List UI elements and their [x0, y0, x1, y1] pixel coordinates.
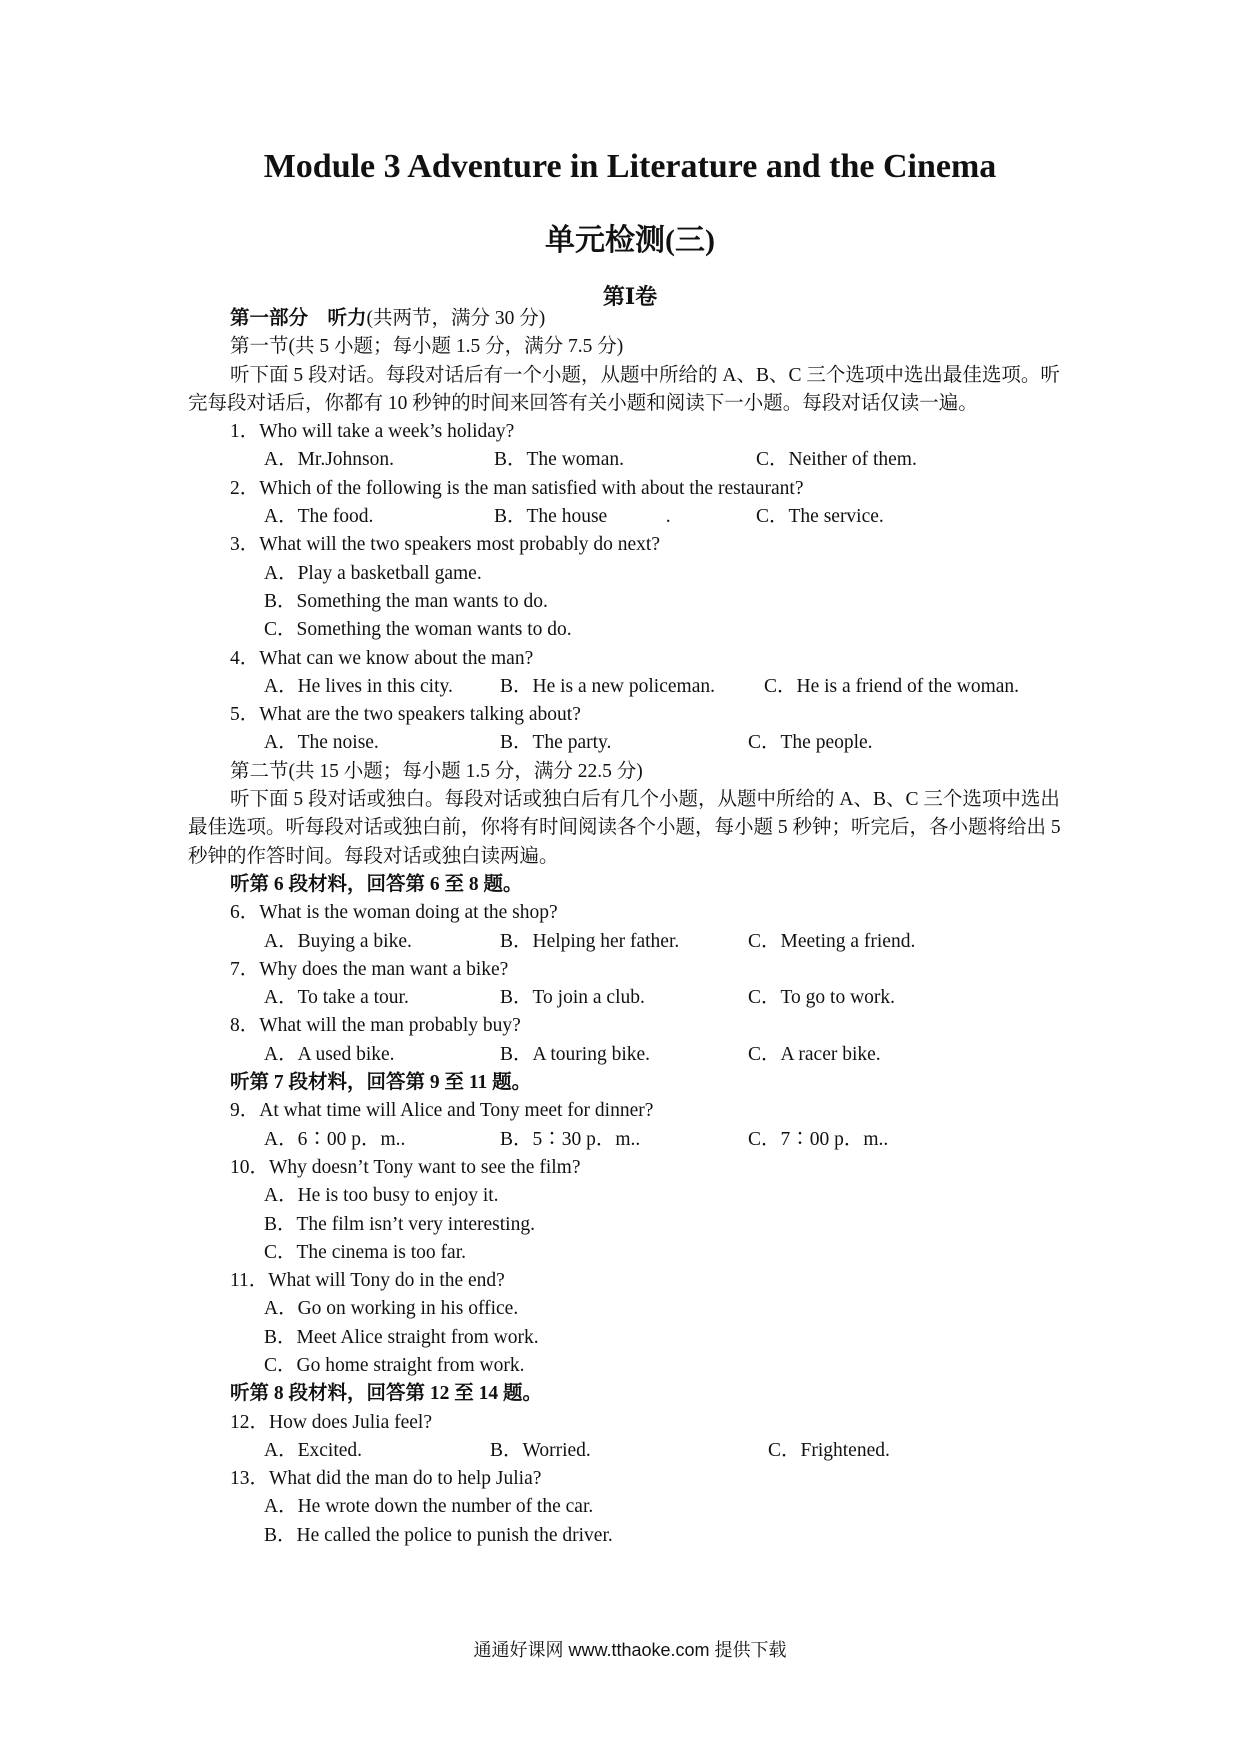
- option-8c: C．A racer bike.: [748, 1043, 881, 1065]
- option-12c: C．Frightened.: [768, 1439, 890, 1461]
- question-6: 6．What is the woman doing at the shop?: [230, 902, 558, 924]
- page-subtitle: 单元检测(三): [545, 224, 715, 257]
- option-1a: A．Mr.Johnson.: [264, 449, 395, 471]
- option-2a: A．The food.: [264, 506, 374, 528]
- material-8-heading: 听第 8 段材料，回答第 12 至 14 题。: [230, 1383, 543, 1405]
- option-13b: B．He called the police to punish the driver.: [264, 1524, 613, 1546]
- question-3: 3．What will the two speakers most probably do next?: [230, 534, 660, 556]
- option-13a: A．He wrote down the number of the car.: [264, 1496, 594, 1518]
- option-4a: A．He lives in this city.: [264, 675, 453, 697]
- option-5a: A．The noise.: [264, 732, 379, 754]
- options-9: [188, 1126, 1068, 1154]
- option-11c: C．Go home straight from work.: [264, 1354, 525, 1376]
- option-10b: B．The film isn’t very interesting.: [264, 1213, 535, 1235]
- option-5c: C．The people.: [748, 732, 873, 754]
- part1-heading-bold: 第一部分 听力: [230, 308, 367, 329]
- material-6-heading: 听第 6 段材料，回答第 6 至 8 题。: [230, 873, 523, 895]
- options-2: [188, 503, 1068, 531]
- options-6: [188, 928, 1068, 956]
- option-8a: A．A used bike.: [264, 1043, 395, 1065]
- option-4b: B．He is a new policeman.: [500, 675, 715, 697]
- options-12: [188, 1437, 1068, 1465]
- material-7-heading: 听第 7 段材料，回答第 9 至 11 题。: [230, 1072, 532, 1094]
- option-12b: B．Worried.: [490, 1439, 591, 1461]
- question-5: 5．What are the two speakers talking about?: [230, 704, 581, 726]
- section1-heading: 第一节(共 5 小题；每小题 1.5 分，满分 7.5 分): [230, 336, 624, 358]
- option-9c: C．7∶00 p．m..: [748, 1128, 889, 1150]
- question-7: 7．Why does the man want a bike?: [230, 958, 509, 980]
- options-5: [188, 729, 1068, 757]
- option-2c: C．The service.: [756, 506, 884, 528]
- option-9b: B．5∶30 p．m..: [500, 1128, 641, 1150]
- section1-instructions: 听下面 5 段对话。每段对话后有一个小题，从题中所给的 A、B、C 三个选项中选出最佳选项。听完每段对话后，你都有 10 秒钟的时间来回答有关小题和阅读下一小题。每段对话仅读一遍。: [188, 364, 1060, 414]
- option-4c: C．He is a friend of the woman.: [764, 675, 1020, 697]
- question-4: 4．What can we know about the man?: [230, 647, 534, 669]
- part1-heading: [188, 305, 1068, 333]
- option-3a: A．Play a basketball game.: [264, 562, 482, 584]
- page-footer: 通通好课网 www.tthaoke.com 提供下载: [473, 1640, 787, 1660]
- option-3c: C．Something the woman wants to do.: [264, 619, 572, 641]
- option-1b: B．The woman.: [494, 449, 624, 471]
- option-8b: B．A touring bike.: [500, 1043, 651, 1065]
- option-5b: B．The party.: [500, 732, 612, 754]
- part1-heading-rest: (共两节，满分 30 分): [366, 308, 546, 329]
- question-9: 9．At what time will Alice and Tony meet for dinner?: [230, 1100, 654, 1122]
- option-10c: C．The cinema is too far.: [264, 1241, 466, 1263]
- volume-heading: 第Ⅰ卷: [602, 284, 658, 309]
- page-title: Module 3 Adventure in Literature and the Cinema: [263, 148, 997, 185]
- option-1c: C．Neither of them.: [756, 449, 917, 471]
- question-10: 10．Why doesn’t Tony want to see the film?: [230, 1156, 581, 1178]
- option-6b: B．Helping her father.: [500, 930, 680, 952]
- option-12a: A．Excited.: [264, 1439, 363, 1461]
- question-8: 8．What will the man probably buy?: [230, 1015, 521, 1037]
- question-12: 12．How does Julia feel?: [230, 1411, 432, 1433]
- option-11b: B．Meet Alice straight from work.: [264, 1326, 539, 1348]
- option-6c: C．Meeting a friend.: [748, 930, 916, 952]
- options-8: [188, 1041, 1068, 1069]
- options-7: [188, 984, 1068, 1012]
- option-7c: C．To go to work.: [748, 987, 896, 1009]
- option-6a: A．Buying a bike.: [264, 930, 412, 952]
- section2-instructions: 听下面 5 段对话或独白。每段对话或独白后有几个小题，从题中所给的 A、B、C 三个选项中选出最佳选项。听每段对话或独白前，你将有时间阅读各个小题，每小题 5 秒钟；听完后，各小题将给出 5 秒钟的作答时间。每段对话或独白读两遍。: [188, 789, 1061, 867]
- option-3b: B．Something the man wants to do.: [264, 590, 548, 612]
- option-11a: A．Go on working in his office.: [264, 1298, 519, 1320]
- exam-content: [188, 305, 1068, 1550]
- question-11: 11．What will Tony do in the end?: [230, 1270, 505, 1292]
- options-4: [188, 673, 1068, 701]
- section2-heading: 第二节(共 15 小题；每小题 1.5 分，满分 22.5 分): [230, 760, 643, 782]
- options-1: [188, 446, 1068, 474]
- option-7b: B．To join a club.: [500, 987, 645, 1009]
- question-13: 13．What did the man do to help Julia?: [230, 1468, 542, 1490]
- question-2: 2．Which of the following is the man satisfied with about the restaurant?: [230, 477, 804, 499]
- option-10a: A．He is too busy to enjoy it.: [264, 1185, 499, 1207]
- option-9a: A．6∶00 p．m..: [264, 1128, 406, 1150]
- option-2b: B．The house .: [494, 506, 671, 528]
- question-1: 1．Who will take a week’s holiday?: [230, 421, 515, 443]
- option-7a: A．To take a tour.: [264, 987, 409, 1009]
